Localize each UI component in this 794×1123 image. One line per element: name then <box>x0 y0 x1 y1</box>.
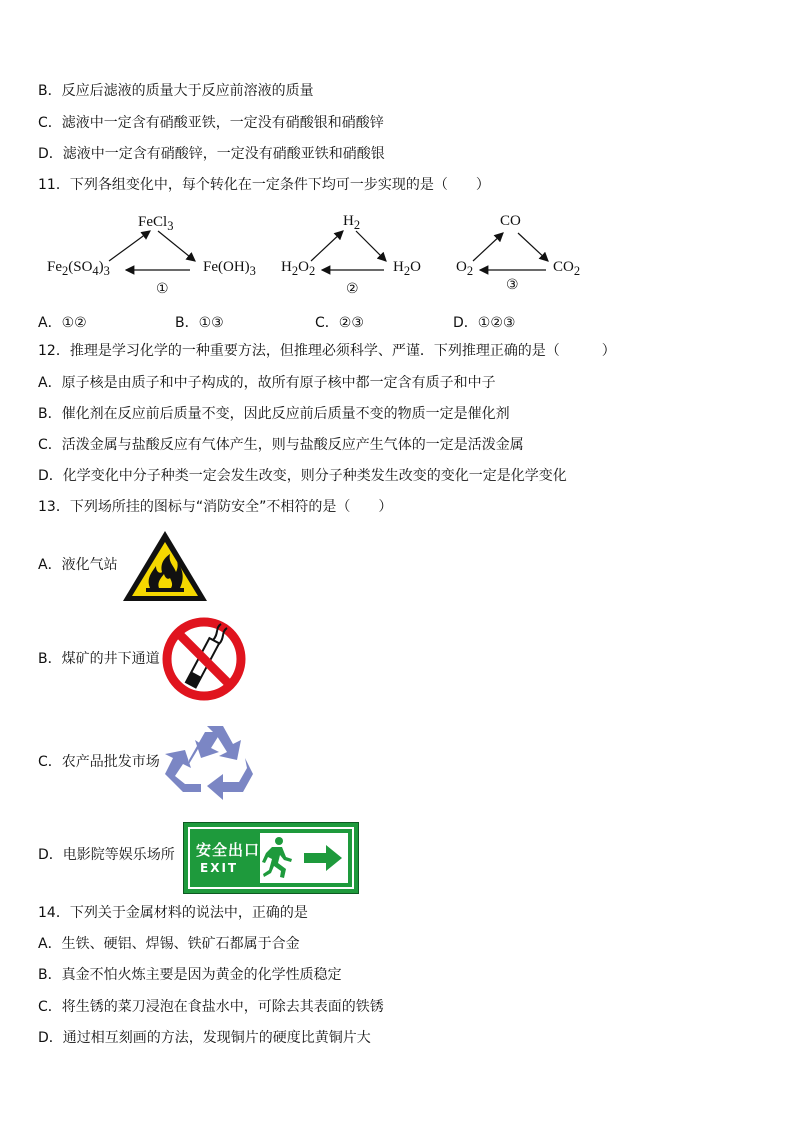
q14-option-a: A．生铁、硬铝、焊锡、铁矿石都属于合金 <box>38 936 300 952</box>
q13-option-d: D．电影院等娱乐场所 <box>38 847 175 863</box>
q12-option-a: A．原子核是由质子和中子构成的，故所有原子核中都一定含有质子和中子 <box>38 375 496 391</box>
recycle-icon <box>161 718 255 804</box>
exit-sign-english: EXIT <box>200 861 239 875</box>
diagram3-number: ③ <box>506 277 519 293</box>
q14-option-b: B．真金不怕火炼主要是因为黄金的化学性质稳定 <box>38 967 342 983</box>
diagram1-left: $Fe_2(SO_4)_3$ <box>47 259 110 278</box>
q13-option-c: C．农产品批发市场 <box>38 754 160 770</box>
diagram1-top: FeCl$_3$ <box>138 214 174 233</box>
q11-option-d: D．①②③ <box>453 315 516 331</box>
q12-stem: 12．推理是学习化学的一种重要方法，但推理必须科学、严谨．下列推理正确的是（ ） <box>38 343 616 359</box>
exit-sign <box>183 822 359 894</box>
diagram3-top: CO <box>500 213 521 229</box>
q10-option-c: C．滤液中一定含有硝酸亚铁，一定没有硝酸银和硝酸锌 <box>38 115 384 131</box>
running-man-arrow-icon <box>260 833 348 883</box>
q14-stem: 14．下列关于金属材料的说法中，正确的是 <box>38 905 308 921</box>
diagram2-number: ② <box>346 281 359 297</box>
diagram2-top: $H_2$ <box>343 213 361 232</box>
q13-stem: 13．下列场所挂的图标与“消防安全”不相符的是（ ） <box>38 499 393 515</box>
q10-option-d: D．滤液中一定含有硝酸锌，一定没有硝酸亚铁和硝酸银 <box>38 146 385 162</box>
diagram3-left: $O_2$ <box>456 259 474 278</box>
diagram2-left: $H_2O_2$ <box>281 259 316 278</box>
q12-option-b: B．催化剂在反应前后质量不变，因此反应前后质量不变的物质一定是催化剂 <box>38 406 510 422</box>
q10-option-b: B．反应后滤液的质量大于反应前溶液的质量 <box>38 83 314 99</box>
diagram1-number: ① <box>156 281 169 297</box>
q14-option-d: D．通过相互刻画的方法，发现铜片的硬度比黄铜片大 <box>38 1030 371 1046</box>
q12-option-d: D．化学变化中分子种类一定会发生改变，则分子种类发生改变的变化一定是化学变化 <box>38 468 567 484</box>
q11-stem: 11．下列各组变化中，每个转化在一定条件下均可一步实现的是（ ） <box>38 177 490 193</box>
q12-option-c: C．活泼金属与盐酸反应有气体产生，则与盐酸反应产生气体的一定是活泼金属 <box>38 437 524 453</box>
diagram3-right: $CO_2$ <box>553 259 581 278</box>
no-smoking-icon <box>161 616 247 702</box>
q11-option-b: B．①③ <box>175 315 224 331</box>
q13-option-b: B．煤矿的井下通道 <box>38 651 160 667</box>
q13-option-a: A．液化气站 <box>38 557 118 573</box>
exit-sign-chinese: 安全出口 <box>196 841 261 859</box>
diagram2-right: $H_2O$ <box>393 259 421 278</box>
q14-option-c: C．将生锈的菜刀浸泡在食盐水中，可除去其表面的铁锈 <box>38 999 384 1015</box>
flammable-warning-icon <box>120 528 210 604</box>
q11-option-c: C．②③ <box>315 315 364 331</box>
diagram1-right: $Fe(OH)_3$ <box>203 259 256 278</box>
q11-option-a: A．①② <box>38 315 87 331</box>
